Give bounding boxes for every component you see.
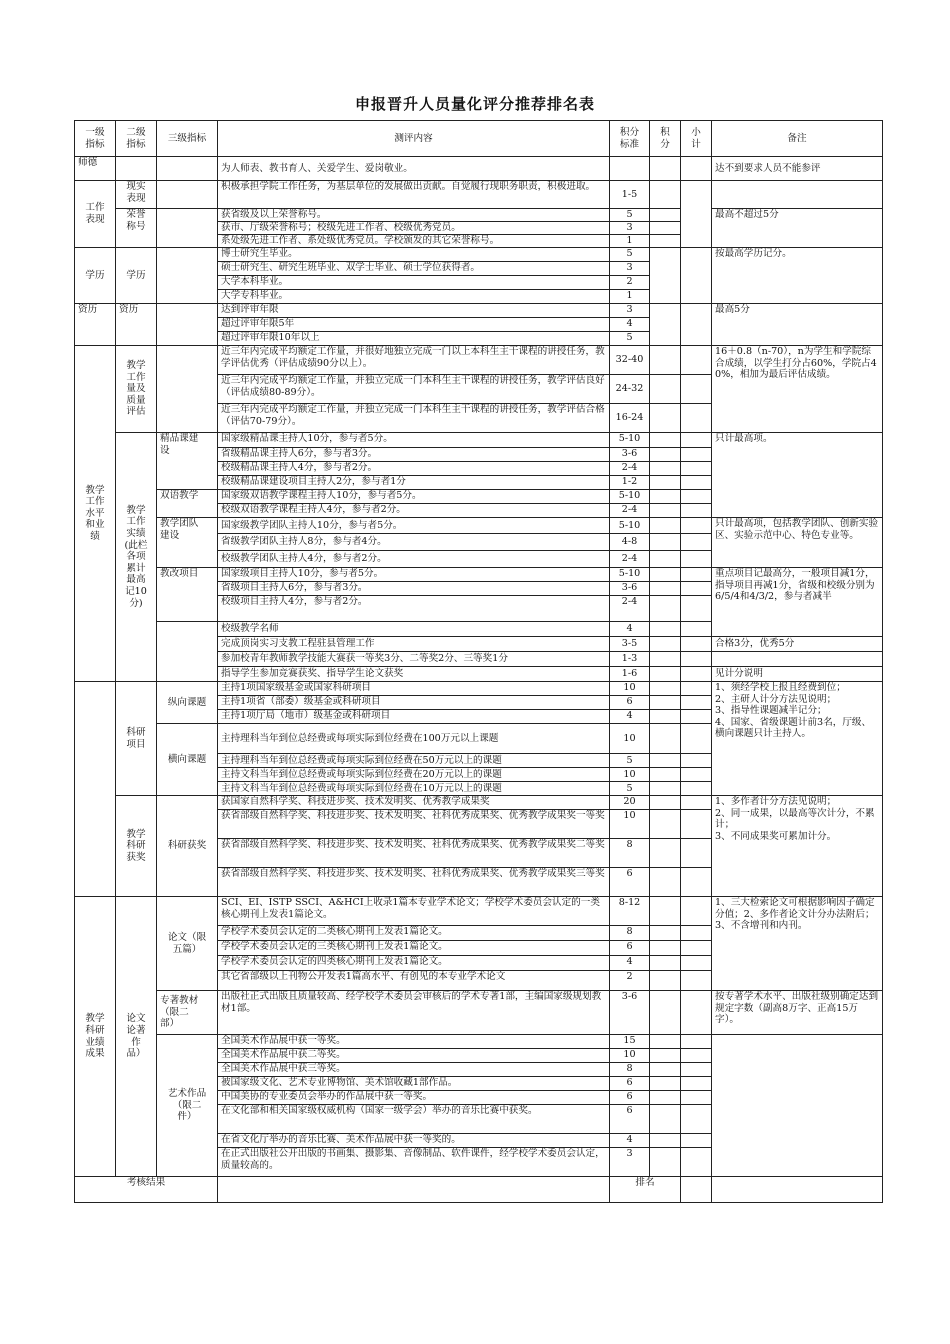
header-level3: 三级指标 (157, 121, 218, 157)
table-cell (681, 796, 712, 810)
content-cell: 全国美术作品展中获二等奖。 (218, 1049, 610, 1063)
table-cell (650, 568, 681, 582)
table-cell (681, 956, 712, 971)
standard-cell: 6 (610, 868, 650, 897)
table-cell (650, 696, 681, 710)
table-cell (681, 696, 712, 710)
content-cell: 主持文科当年到位总经费或每项实际到位经费在20万元以上的课题 (218, 768, 610, 782)
content-cell: 超过评审年限10年以上 (218, 332, 610, 346)
table-cell (712, 181, 883, 209)
table-cell (650, 1091, 681, 1105)
table-row (75, 346, 883, 375)
standard-cell: 5-10 (610, 490, 650, 504)
level3-cell: 纵向课题 (157, 682, 218, 724)
table-cell (681, 518, 712, 534)
content-cell: 参加校青年教师教学技能大赛获一等奖3分、二等奖2分、三等奖1分 (218, 652, 610, 667)
table-cell (650, 796, 681, 810)
table-cell (650, 839, 681, 868)
table-cell (712, 1177, 883, 1203)
table-cell (650, 209, 681, 222)
table-cell (650, 304, 681, 346)
content-cell: 超过评审年限5年 (218, 318, 610, 332)
result-label: 考核结果 (75, 1177, 218, 1203)
standard-cell: 3-6 (610, 582, 650, 596)
level2-cell: 论文 论著 作 品） (116, 897, 157, 1177)
header-content: 测评内容 (218, 121, 610, 157)
content-cell: 主持文科当年到位总经费或每项实际到位经费在10万元以上的课题 (218, 782, 610, 796)
standard-cell: 5-10 (610, 518, 650, 534)
table-cell (650, 622, 681, 637)
standard-cell: 10 (610, 768, 650, 782)
table-cell (650, 504, 681, 518)
table-cell (650, 1134, 681, 1148)
table-cell (681, 476, 712, 490)
table-cell (681, 551, 712, 568)
note-cell (712, 652, 883, 667)
table-cell (650, 637, 681, 652)
content-cell: 校级项目主持人4分，参与者2分。 (218, 596, 610, 622)
table-cell (650, 235, 681, 248)
note-cell: 1、多作者计分方法见说明； 2、同一成果，以最高等次计分，不累计； 3、不同成果奖可累加计分。 (712, 796, 883, 897)
level2-cell: 科研 项目 (116, 682, 157, 796)
content-cell: 在文化部和相关国家级权威机构（国家一级学会）举办的音乐比赛中获奖。 (218, 1105, 610, 1134)
table-cell (681, 433, 712, 448)
note-cell: 只计最高项，包括教学团队、创新实验区、实验示范中心、特色专业等。 (712, 518, 883, 568)
table-row (75, 568, 883, 582)
table-row (75, 796, 883, 810)
standard-cell: 3-5 (610, 637, 650, 652)
level2-cell: 现实 表现 (116, 181, 157, 209)
content-cell: 其它省部级以上刊物公开发表1篇高水平、有创见的本专业学术论文 (218, 971, 610, 991)
table-cell (681, 1077, 712, 1091)
table-cell (681, 490, 712, 504)
standard-cell: 2-4 (610, 596, 650, 622)
standard-cell: 3 (610, 262, 650, 276)
table-cell (681, 596, 712, 622)
table-cell (157, 304, 218, 346)
content-cell: 省级项目主持人6分，参与者3分。 (218, 582, 610, 596)
table-cell (650, 222, 681, 235)
content-cell: 校级教学团队主持人4分，参与者2分。 (218, 551, 610, 568)
table-cell (650, 941, 681, 956)
table-row (75, 682, 883, 696)
content-cell: 完成顶岗实习支教工程驻县管理工作 (218, 637, 610, 652)
table-cell (650, 682, 681, 696)
table-cell (681, 1091, 712, 1105)
table-cell (650, 433, 681, 448)
standard-cell: 3-6 (610, 448, 650, 462)
table-cell (610, 157, 650, 181)
note-cell: 只计最高项。 (712, 433, 883, 518)
level3-cell: 教学团队 建设 (157, 518, 218, 568)
standard-cell: 24-32 (610, 375, 650, 404)
table-cell (681, 754, 712, 768)
table-cell (650, 724, 681, 754)
level3-cell: 横向课题 (157, 724, 218, 796)
table-row (75, 1035, 883, 1049)
table-cell (157, 346, 218, 433)
level2-cell: 学历 (116, 248, 157, 304)
table-cell (681, 782, 712, 796)
table-cell (157, 209, 218, 248)
table-cell (650, 782, 681, 796)
content-cell: 近三年内完成平均额定工作量，并独立完成一门本科生主干课程的讲授任务，教学评估良好（评估成绩80-89分）。 (218, 375, 610, 404)
table-cell (681, 710, 712, 724)
table-cell (650, 518, 681, 534)
content-cell: 在正式出版社公开出版的书画集、摄影集、音像制品、软件课件，经学校学术委员会认定，质量较高的。 (218, 1148, 610, 1177)
table-row (75, 157, 883, 181)
note-cell: 最高5分 (712, 304, 883, 346)
table-cell (681, 1177, 712, 1203)
standard-cell: 8 (610, 1063, 650, 1077)
table-cell (650, 754, 681, 768)
note-cell: 1、须经学校上报且经费到位； 2、主研人计分方法见说明； 3、指导性课题减半记分； 4、国家、省级课题计前3名，厅级、横向课题只计主持人。 (712, 682, 883, 796)
standard-cell: 10 (610, 1049, 650, 1063)
standard-cell: 1-2 (610, 476, 650, 490)
standard-cell: 6 (610, 1077, 650, 1091)
table-cell (681, 1035, 712, 1049)
standard-cell: 2-4 (610, 462, 650, 476)
rank-label: 排名 (610, 1177, 681, 1203)
table-cell (681, 897, 712, 926)
level1-cell: 师德 (75, 157, 116, 181)
table-cell (650, 1105, 681, 1134)
level3-cell: 论文（限 五篇） (157, 897, 218, 991)
note-cell: 达不到要求人员不能参评 (712, 157, 883, 181)
table-cell (650, 667, 681, 682)
standard-cell: 6 (610, 696, 650, 710)
content-cell: 学校学术委员会认定的二类核心期刊上发表1篇论文。 (218, 926, 610, 941)
content-cell: 系处级先进工作者、系处级优秀党员。学校颁发的其它荣誉称号。 (218, 235, 610, 248)
table-cell (681, 926, 712, 941)
standard-cell: 4 (610, 1134, 650, 1148)
table-cell (650, 462, 681, 476)
table-cell (650, 652, 681, 667)
table-cell (712, 1035, 883, 1177)
header-score: 积 分 (650, 121, 681, 157)
content-cell: SCI、EI、ISTP SSCI、A&HCI上收录1篇本专业学术论文；学校学术委员会认定的一类核心期刊上发表1篇论文。 (218, 897, 610, 926)
content-cell: 获省部级自然科学奖、科技进步奖、技术发明奖、社科优秀成果奖、优秀教学成果奖一等奖 (218, 810, 610, 839)
table-cell (650, 710, 681, 724)
standard-cell: 5-10 (610, 568, 650, 582)
table-cell (650, 1049, 681, 1063)
table-cell (116, 157, 157, 181)
table-cell (681, 839, 712, 868)
standard-cell: 5 (610, 754, 650, 768)
level3-cell: 科研获奖 (157, 796, 218, 897)
standard-cell: 10 (610, 810, 650, 839)
content-cell: 获省级及以上荣誉称号。 (218, 209, 610, 222)
level2-cell: 教学 科研 获奖 (116, 796, 157, 897)
table-cell (75, 682, 116, 897)
content-cell: 获省部级自然科学奖、科技进步奖、技术发明奖、社科优秀成果奖、优秀教学成果奖三等奖 (218, 868, 610, 897)
standard-cell: 1 (610, 235, 650, 248)
table-cell (157, 622, 218, 682)
table-row (75, 1177, 883, 1203)
table-cell (681, 1148, 712, 1177)
level3-cell: 教改项目 (157, 568, 218, 622)
note-cell: 1、三大检索论文可根据影响因子确定分值；2、多作者论文计分办法附后；3、不含增刊和内刊。 (712, 897, 883, 991)
content-cell: 出版社正式出版且质量较高、经学校学术委员会审核后的学术专著1部，主编国家级规划教材1部。 (218, 991, 610, 1035)
table-cell (681, 637, 712, 652)
table-row (75, 433, 883, 448)
table-cell (650, 1077, 681, 1091)
table-cell (681, 568, 712, 582)
content-cell: 达到评审年限 (218, 304, 610, 318)
level1-cell: 工作 表现 (75, 181, 116, 248)
table-cell (650, 551, 681, 568)
level1-cell: 资历 (75, 304, 116, 346)
table-cell (681, 1063, 712, 1077)
table-cell (681, 991, 712, 1035)
table-cell (681, 448, 712, 462)
content-cell: 学校学术委员会认定的三类核心期刊上发表1篇论文。 (218, 941, 610, 956)
table-cell (681, 248, 712, 304)
content-cell: 在省文化厅举办的音乐比赛、美术作品展中获一等奖的。 (218, 1134, 610, 1148)
table-cell (650, 1148, 681, 1177)
level2-cell: 教学 工作 实绩 (此栏 各项 累计 最高 记10 分) (116, 433, 157, 682)
table-cell (157, 248, 218, 304)
content-cell: 指导学生参加竞赛获奖、指导学生论文获奖 (218, 667, 610, 682)
content-cell: 大学本科毕业。 (218, 276, 610, 290)
level1-cell: 学历 (75, 248, 116, 304)
table-cell (650, 768, 681, 782)
table-cell (681, 346, 712, 375)
content-cell: 校级精品课主持人4分，参与者2分。 (218, 462, 610, 476)
level1-cell: 教学 科研 业绩 成果 (75, 897, 116, 1177)
content-cell: 获国家自然科学奖、科技进步奖、技术发明奖、优秀教学成果奖 (218, 796, 610, 810)
content-cell: 全国美术作品展中获三等奖。 (218, 1063, 610, 1077)
level3-cell: 精品课建 设 (157, 433, 218, 490)
standard-cell: 8 (610, 839, 650, 868)
table-row (75, 181, 883, 209)
table-cell (681, 404, 712, 433)
table-cell (681, 810, 712, 839)
table-cell (681, 181, 712, 248)
content-cell: 学校学术委员会认定的四类核心期刊上发表1篇论文。 (218, 956, 610, 971)
standard-cell: 15 (610, 1035, 650, 1049)
standard-cell: 5 (610, 332, 650, 346)
table-cell (650, 157, 681, 181)
content-cell: 省级教学团队主持人8分，参与者4分。 (218, 534, 610, 551)
standard-cell: 2-4 (610, 504, 650, 518)
table-cell (681, 868, 712, 897)
level3-cell: 专著教材 （限二 部） (157, 991, 218, 1035)
table-row (75, 897, 883, 926)
table-cell (650, 248, 681, 304)
level3-cell: 艺术作品 （限二 件） (157, 1035, 218, 1177)
evaluation-table (74, 120, 883, 1203)
table-cell (681, 682, 712, 696)
table-cell (650, 476, 681, 490)
table-cell (650, 1063, 681, 1077)
table-cell (650, 596, 681, 622)
table-row (75, 121, 883, 157)
table-cell (681, 462, 712, 476)
standard-cell: 16-24 (610, 404, 650, 433)
table-cell (681, 768, 712, 782)
standard-cell: 1-3 (610, 652, 650, 667)
standard-cell: 10 (610, 724, 650, 754)
content-cell: 近三年内完成平均额定工作量，并很好地独立完成一门以上本科生主干课程的讲授任务，教学评估优秀（评估成绩90分以上）。 (218, 346, 610, 375)
content-cell: 博士研究生毕业。 (218, 248, 610, 262)
standard-cell: 3 (610, 304, 650, 318)
table-cell (650, 1035, 681, 1049)
table-cell (650, 404, 681, 433)
header-level2: 二级 指标 (116, 121, 157, 157)
standard-cell: 4 (610, 710, 650, 724)
content-cell: 大学专科毕业。 (218, 290, 610, 304)
standard-cell: 2-4 (610, 551, 650, 568)
table-cell (650, 346, 681, 375)
standard-cell: 10 (610, 682, 650, 696)
standard-cell: 6 (610, 1105, 650, 1134)
content-cell: 积极承担学院工作任务，为基层单位的发展做出贡献。自觉履行现职务职责，积极进取。 (218, 181, 610, 209)
standard-cell: 3 (610, 1148, 650, 1177)
content-cell: 校级双语教学课程主持人4分，参与者2分。 (218, 504, 610, 518)
table-cell (157, 157, 218, 181)
table-cell (681, 667, 712, 682)
table-cell (681, 1134, 712, 1148)
table-cell (681, 375, 712, 404)
note-cell: 最高不超过5分 (712, 209, 883, 248)
table-cell (650, 375, 681, 404)
note-cell: 重点项目记最高分，一般项目减1分，指导项目再减1分，省级和校级分别为6/5/4和4/3/2，参与者减半 (712, 568, 883, 637)
standard-cell: 4 (610, 318, 650, 332)
content-cell: 主持1项厅局（地市）级基金或科研项目 (218, 710, 610, 724)
level2-cell: 资历 (116, 304, 157, 346)
table-cell (681, 582, 712, 596)
note-cell: 合格3分，优秀5分 (712, 637, 883, 652)
table-cell (681, 1105, 712, 1134)
content-cell: 校级精品课建设项目主持人2分，参与者1分 (218, 476, 610, 490)
standard-cell: 3 (610, 222, 650, 235)
standard-cell: 1-6 (610, 667, 650, 682)
header-note: 备注 (712, 121, 883, 157)
standard-cell: 5 (610, 782, 650, 796)
level1-cell: 教学 工作 水平 和业 绩 (75, 346, 116, 682)
content-cell: 被国家级文化、艺术专业博物馆、美术馆收藏1部作品。 (218, 1077, 610, 1091)
header-subtotal: 小 计 (681, 121, 712, 157)
standard-cell: 4-8 (610, 534, 650, 551)
table-cell (681, 941, 712, 956)
standard-cell: 5 (610, 248, 650, 262)
standard-cell: 32-40 (610, 346, 650, 375)
table-cell (650, 448, 681, 462)
note-cell: 16＋0.8（n-70），n为学生和学院综合成绩，以学生打分占60%，学院占40%，相加为最后评估成绩。 (712, 346, 883, 433)
table-cell (650, 971, 681, 991)
standard-cell: 8 (610, 926, 650, 941)
standard-cell: 3-6 (610, 991, 650, 1035)
content-cell: 获省部级自然科学奖、科技进步奖、技术发明奖、社科优秀成果奖、优秀教学成果奖二等奖 (218, 839, 610, 868)
note-cell: 见计分说明 (712, 667, 883, 682)
standard-cell: 4 (610, 956, 650, 971)
standard-cell: 5-10 (610, 433, 650, 448)
content-cell: 全国美术作品展中获一等奖。 (218, 1035, 610, 1049)
content-cell: 主持1项省（部委）级基金或科研项目 (218, 696, 610, 710)
note-cell: 按最高学历记分。 (712, 248, 883, 304)
table-cell (681, 157, 712, 181)
table-cell (650, 991, 681, 1035)
table-row (75, 991, 883, 1035)
content-cell: 国家级双语教学课程主持人10分，参与者5分。 (218, 490, 610, 504)
content-cell: 为人师表、教书育人、关爱学生、爱岗敬业。 (218, 157, 610, 181)
content-cell: 省级精品课主持人6分，参与者3分。 (218, 448, 610, 462)
header-level1: 一级 指标 (75, 121, 116, 157)
standard-cell: 5 (610, 209, 650, 222)
table-cell (650, 181, 681, 209)
content-cell: 校级教学名师 (218, 622, 610, 637)
table-cell (681, 652, 712, 667)
level3-cell: 双语教学 (157, 490, 218, 518)
standard-cell: 1 (610, 290, 650, 304)
standard-cell: 2 (610, 971, 650, 991)
table-cell (650, 926, 681, 941)
table-row (75, 518, 883, 534)
table-cell (650, 810, 681, 839)
table-cell (650, 534, 681, 551)
content-cell: 主持1项国家级基金或国家科研项目 (218, 682, 610, 696)
standard-cell: 2 (610, 276, 650, 290)
standard-cell: 6 (610, 941, 650, 956)
level2-cell: 荣誉 称号 (116, 209, 157, 248)
content-cell: 获市、厅级荣誉称号；校级先进工作者、校级优秀党员。 (218, 222, 610, 235)
page-title: 申报晋升人员量化评分推荐排名表 (354, 95, 595, 113)
content-cell: 近三年内完成平均额定工作量，并独立完成一门本科生主干课程的讲授任务，教学评估合格（评估70-79分）。 (218, 404, 610, 433)
table-cell (157, 181, 218, 209)
table-cell (681, 304, 712, 346)
table-row (75, 304, 883, 318)
table-cell (650, 956, 681, 971)
table-cell (681, 534, 712, 551)
table-cell (681, 971, 712, 991)
table-cell (650, 582, 681, 596)
content-cell: 主持理科当年到位总经费或每项实际到位经费在100万元以上课题 (218, 724, 610, 754)
table-row (75, 209, 883, 222)
table-cell (650, 897, 681, 926)
table-cell (681, 504, 712, 518)
table-cell (650, 490, 681, 504)
content-cell: 国家级精品课主持人10分，参与者5分。 (218, 433, 610, 448)
level2-cell: 教学 工作 量及 质量 评估 (116, 346, 157, 433)
standard-cell: 8-12 (610, 897, 650, 926)
table-cell (681, 1049, 712, 1063)
table-cell (681, 724, 712, 754)
content-cell: 中国美协的专业委员会举办的作品展中获一等奖。 (218, 1091, 610, 1105)
standard-cell: 20 (610, 796, 650, 810)
note-cell: 按专著学术水平、出版社级别确定达到规定字数（副高8万字、正高15万字）。 (712, 991, 883, 1035)
standard-cell: 6 (610, 1091, 650, 1105)
content-cell: 主持理科当年到位总经费或每项实际到位经费在50万元以上的课题 (218, 754, 610, 768)
table-cell (681, 622, 712, 637)
content-cell: 硕士研究生、研究生班毕业、双学士毕业、硕士学位获得者。 (218, 262, 610, 276)
table-cell (218, 1177, 610, 1203)
header-standard: 积分 标准 (610, 121, 650, 157)
content-cell: 国家级教学团队主持人10分，参与者5分。 (218, 518, 610, 534)
table-row (75, 248, 883, 262)
standard-cell: 1-5 (610, 181, 650, 209)
table-cell (650, 868, 681, 897)
content-cell: 国家级项目主持人10分，参与者5分。 (218, 568, 610, 582)
standard-cell: 4 (610, 622, 650, 637)
